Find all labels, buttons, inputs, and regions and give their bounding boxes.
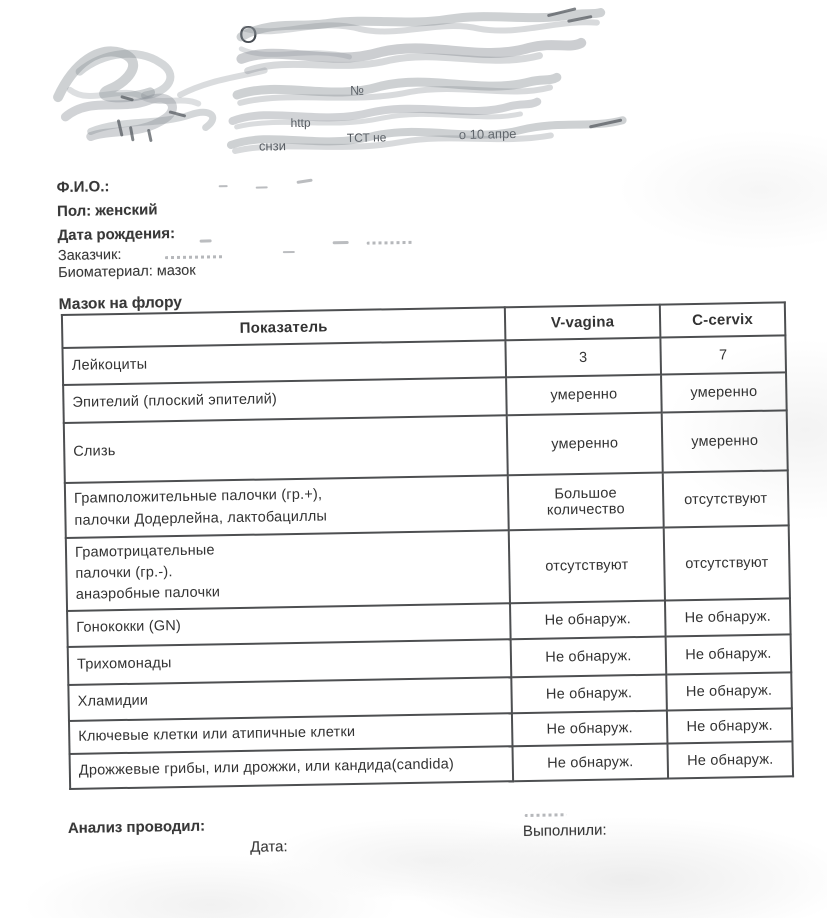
v-vagina-cell: Не обнаруж. (511, 637, 667, 678)
biomaterial-line: Биоматериал: мазок (58, 262, 196, 282)
customer-label: Заказчик: (57, 246, 122, 265)
indicator-cell: Трихомонады (68, 639, 512, 685)
redacted-smudge (296, 179, 312, 184)
redacted-smudge (367, 241, 413, 245)
redacted-fragment: о 10 апре (458, 126, 517, 143)
birth-date-label: Дата рождения: (57, 225, 176, 245)
redacted-fragment: снзи (258, 138, 287, 154)
redacted-fragment: http (290, 115, 311, 130)
v-vagina-cell: Не обнаруж. (512, 711, 668, 747)
header-c-cervix: C-cervix (660, 302, 786, 337)
v-vagina-cell: Большое количество (508, 473, 664, 531)
redacted-fragment: № (349, 82, 365, 98)
indicator-cell: Эпителий (плоский эпителий) (63, 377, 507, 423)
redacted-smudge (525, 813, 567, 817)
redacted-header-scribble (28, 0, 663, 169)
redacted-smudge (219, 185, 228, 187)
indicator-cell: Дрожжевые грибы, или дрожжи, или кандида(candida) (70, 746, 514, 789)
section-title: Мазок на флору (58, 293, 183, 314)
redacted-smudge (333, 241, 349, 244)
performed-by-label: Выполнили: (522, 821, 607, 841)
indicator-cell: Ключевые клетки или атипичные клетки (69, 713, 513, 754)
table-row (66, 525, 790, 611)
header-indicator: Показатель (62, 307, 506, 348)
indicator-cell: Слизь (64, 415, 508, 483)
c-cervix-cell: отсутствуют (663, 470, 789, 527)
v-vagina-cell: умеренно (506, 375, 662, 416)
redacted-fragment: ТСТ не (346, 130, 387, 146)
flora-results-table (61, 301, 794, 790)
v-vagina-cell: отсутствуют (509, 528, 665, 604)
indicator-cell: Грамположительные палочки (гр.+), палочки Додерлейна, лактобациллы (65, 475, 509, 538)
c-cervix-cell: умеренно (661, 372, 787, 412)
c-cervix-cell: Не обнаруж. (667, 708, 793, 743)
redacted-smudge (283, 251, 295, 253)
indicator-cell: Гонококки (GN) (67, 603, 511, 647)
c-cervix-cell: 7 (660, 335, 786, 374)
pen-scribble-icon (28, 0, 663, 169)
c-cervix-cell: Не обнаруж. (667, 741, 793, 778)
v-vagina-cell: Не обнаруж. (512, 744, 668, 782)
redacted-fragment: О (238, 21, 258, 49)
fio-label: Ф.И.О.: (56, 178, 110, 197)
c-cervix-cell: отсутствуют (664, 525, 790, 600)
date-label: Дата: (250, 838, 288, 856)
analysis-by-label: Анализ проводил: (67, 817, 206, 837)
redacted-smudge (256, 186, 268, 188)
c-cervix-cell: Не обнаруж. (665, 598, 791, 636)
c-cervix-cell: Не обнаруж. (666, 672, 792, 710)
header-v-vagina: V-vagina (505, 305, 661, 341)
v-vagina-cell: 3 (505, 338, 661, 378)
indicator-cell: Лейкоциты (62, 340, 506, 385)
v-vagina-cell: Не обнаруж. (511, 675, 667, 714)
redacted-smudge (165, 255, 223, 259)
c-cervix-cell: Не обнаруж. (666, 634, 792, 674)
v-vagina-cell: Не обнаруж. (510, 601, 666, 640)
v-vagina-cell: умеренно (507, 413, 663, 476)
sex-line: Пол: женский (56, 201, 158, 221)
indicator-cell: Хламидии (68, 677, 512, 721)
indicator-cell: Грамотрицательные палочки (гр.-). анаэробные палочки (66, 530, 510, 611)
redacted-smudge (200, 239, 212, 242)
c-cervix-cell: умеренно (662, 410, 788, 472)
